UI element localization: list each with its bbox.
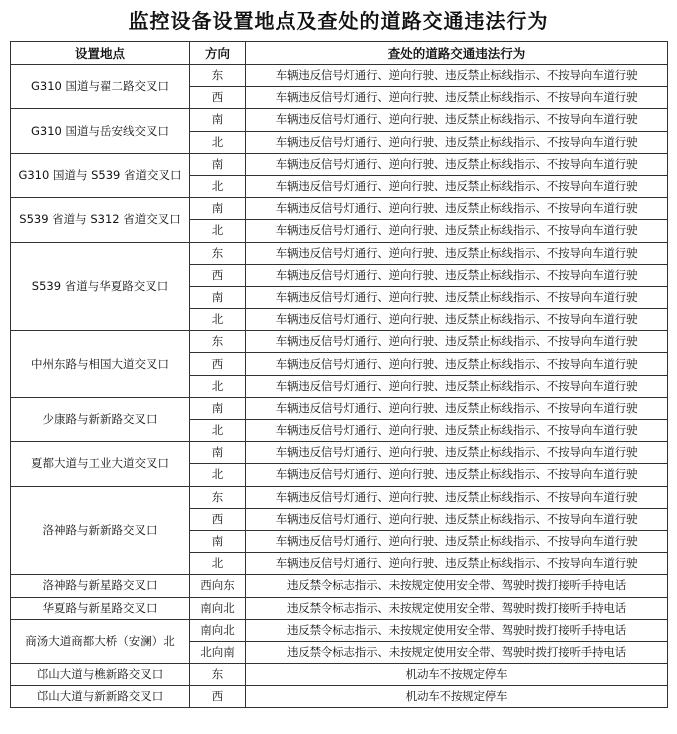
location-cell: G310 国道与岳安线交叉口 (11, 109, 190, 153)
violation-cell: 车辆违反信号灯通行、逆向行驶、违反禁止标线指示、不按导向车道行驶 (246, 375, 668, 397)
direction-cell: 北 (190, 420, 246, 442)
location-cell: 少康路与新新路交叉口 (11, 397, 190, 441)
direction-cell: 西 (190, 508, 246, 530)
direction-cell: 东 (190, 664, 246, 686)
direction-cell: 南向北 (190, 597, 246, 619)
header-location: 设置地点 (11, 42, 190, 65)
table-row (11, 664, 668, 686)
direction-cell: 北 (190, 175, 246, 197)
table-row (11, 619, 668, 641)
header-violation: 查处的道路交通违法行为 (246, 42, 668, 65)
direction-cell: 北 (190, 375, 246, 397)
violation-cell: 机动车不按规定停车 (246, 686, 668, 708)
violation-cell: 车辆违反信号灯通行、逆向行驶、违反禁止标线指示、不按导向车道行驶 (246, 508, 668, 530)
violation-cell: 车辆违反信号灯通行、逆向行驶、违反禁止标线指示、不按导向车道行驶 (246, 131, 668, 153)
direction-cell: 东 (190, 242, 246, 264)
direction-cell: 东 (190, 65, 246, 87)
direction-cell: 北 (190, 309, 246, 331)
location-cell: 中州东路与相国大道交叉口 (11, 331, 190, 398)
violation-cell: 车辆违反信号灯通行、逆向行驶、违反禁止标线指示、不按导向车道行驶 (246, 109, 668, 131)
table-row (11, 242, 668, 264)
table-row (11, 153, 668, 175)
location-cell: 商汤大道商都大桥（安澜）北 (11, 619, 190, 663)
violation-cell: 车辆违反信号灯通行、逆向行驶、违反禁止标线指示、不按导向车道行驶 (246, 464, 668, 486)
table-header-row (11, 42, 668, 65)
header-direction: 方向 (190, 42, 246, 65)
direction-cell: 北向南 (190, 641, 246, 663)
direction-cell: 西向东 (190, 575, 246, 597)
location-cell: S539 省道与华夏路交叉口 (11, 242, 190, 331)
violation-cell: 车辆违反信号灯通行、逆向行驶、违反禁止标线指示、不按导向车道行驶 (246, 486, 668, 508)
violation-cell: 车辆违反信号灯通行、逆向行驶、违反禁止标线指示、不按导向车道行驶 (246, 175, 668, 197)
direction-cell: 北 (190, 131, 246, 153)
location-cell: S539 省道与 S312 省道交叉口 (11, 198, 190, 242)
table-row (11, 109, 668, 131)
direction-cell: 南 (190, 397, 246, 419)
direction-cell: 东 (190, 331, 246, 353)
table-row (11, 486, 668, 508)
violation-cell: 车辆违反信号灯通行、逆向行驶、违反禁止标线指示、不按导向车道行驶 (246, 420, 668, 442)
table-row (11, 597, 668, 619)
direction-cell: 南向北 (190, 619, 246, 641)
direction-cell: 南 (190, 442, 246, 464)
table-row (11, 198, 668, 220)
violation-cell: 车辆违反信号灯通行、逆向行驶、违反禁止标线指示、不按导向车道行驶 (246, 530, 668, 552)
direction-cell: 西 (190, 87, 246, 109)
location-cell: 邙山大道与樵新路交叉口 (11, 664, 190, 686)
table-row (11, 686, 668, 708)
violation-cell: 车辆违反信号灯通行、逆向行驶、违反禁止标线指示、不按导向车道行驶 (246, 87, 668, 109)
direction-cell: 西 (190, 264, 246, 286)
location-cell: G310 国道与翟二路交叉口 (11, 65, 190, 109)
table-row (11, 331, 668, 353)
location-cell: 夏都大道与工业大道交叉口 (11, 442, 190, 486)
location-cell: 洛神路与新新路交叉口 (11, 486, 190, 575)
direction-cell: 南 (190, 109, 246, 131)
table-row (11, 442, 668, 464)
violation-cell: 车辆违反信号灯通行、逆向行驶、违反禁止标线指示、不按导向车道行驶 (246, 220, 668, 242)
violation-cell: 车辆违反信号灯通行、逆向行驶、违反禁止标线指示、不按导向车道行驶 (246, 553, 668, 575)
enforcement-table (10, 41, 668, 708)
location-cell: 洛神路与新星路交叉口 (11, 575, 190, 597)
document-title: 监控设备设置地点及查处的道路交通违法行为 (128, 9, 549, 33)
violation-cell: 违反禁令标志指示、未按规定使用安全带、驾驶时拨打接听手持电话 (246, 641, 668, 663)
violation-cell: 车辆违反信号灯通行、逆向行驶、违反禁止标线指示、不按导向车道行驶 (246, 264, 668, 286)
violation-cell: 车辆违反信号灯通行、逆向行驶、违反禁止标线指示、不按导向车道行驶 (246, 242, 668, 264)
violation-cell: 车辆违反信号灯通行、逆向行驶、违反禁止标线指示、不按导向车道行驶 (246, 153, 668, 175)
location-cell: 邙山大道与新新路交叉口 (11, 686, 190, 708)
violation-cell: 车辆违反信号灯通行、逆向行驶、违反禁止标线指示、不按导向车道行驶 (246, 397, 668, 419)
direction-cell: 西 (190, 686, 246, 708)
direction-cell: 南 (190, 530, 246, 552)
violation-cell: 机动车不按规定停车 (246, 664, 668, 686)
direction-cell: 西 (190, 353, 246, 375)
direction-cell: 北 (190, 220, 246, 242)
violation-cell: 违反禁令标志指示、未按规定使用安全带、驾驶时拨打接听手持电话 (246, 619, 668, 641)
direction-cell: 北 (190, 553, 246, 575)
direction-cell: 南 (190, 286, 246, 308)
table-body (11, 65, 668, 708)
direction-cell: 南 (190, 198, 246, 220)
direction-cell: 东 (190, 486, 246, 508)
table-row (11, 65, 668, 87)
table-row (11, 397, 668, 419)
violation-cell: 车辆违反信号灯通行、逆向行驶、违反禁止标线指示、不按导向车道行驶 (246, 286, 668, 308)
violation-cell: 车辆违反信号灯通行、逆向行驶、违反禁止标线指示、不按导向车道行驶 (246, 309, 668, 331)
table-row (11, 575, 668, 597)
violation-cell: 违反禁令标志指示、未按规定使用安全带、驾驶时拨打接听手持电话 (246, 597, 668, 619)
direction-cell: 北 (190, 464, 246, 486)
location-cell: G310 国道与 S539 省道交叉口 (11, 153, 190, 197)
violation-cell: 车辆违反信号灯通行、逆向行驶、违反禁止标线指示、不按导向车道行驶 (246, 442, 668, 464)
direction-cell: 南 (190, 153, 246, 175)
location-cell: 华夏路与新星路交叉口 (11, 597, 190, 619)
violation-cell: 车辆违反信号灯通行、逆向行驶、违反禁止标线指示、不按导向车道行驶 (246, 198, 668, 220)
violation-cell: 车辆违反信号灯通行、逆向行驶、违反禁止标线指示、不按导向车道行驶 (246, 65, 668, 87)
violation-cell: 违反禁令标志指示、未按规定使用安全带、驾驶时拨打接听手持电话 (246, 575, 668, 597)
violation-cell: 车辆违反信号灯通行、逆向行驶、违反禁止标线指示、不按导向车道行驶 (246, 331, 668, 353)
violation-cell: 车辆违反信号灯通行、逆向行驶、违反禁止标线指示、不按导向车道行驶 (246, 353, 668, 375)
